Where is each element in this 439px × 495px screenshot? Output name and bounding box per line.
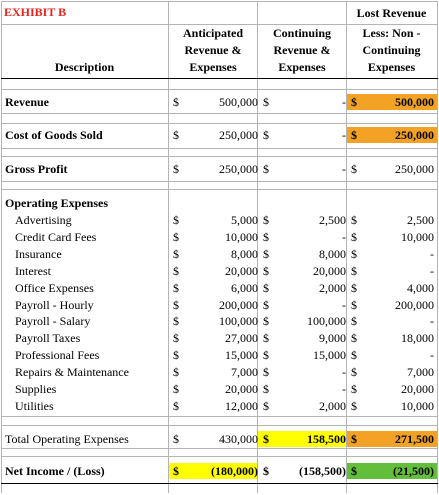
anticipated-value: 20,000: [225, 263, 258, 278]
anticipated-value: 430,000: [219, 432, 258, 446]
expense-row: [1, 212, 438, 228]
description-header: Description: [54, 60, 115, 74]
anticipated-value: 250,000: [219, 162, 258, 176]
lost-revenue-value: -: [430, 263, 434, 278]
currency-symbol: $: [351, 128, 357, 142]
col3-header-line: Expenses: [367, 60, 416, 74]
row-label: Total Operating Expenses: [5, 432, 129, 446]
row-label: Payroll - Salary: [15, 314, 91, 329]
currency-symbol: $: [263, 280, 269, 295]
expense-row: [1, 364, 438, 380]
anticipated-value: 100,000: [219, 314, 258, 329]
total-operating-expenses-row: [1, 431, 438, 447]
continuing-value: -: [342, 128, 346, 142]
lost-revenue-value: 271,500: [395, 432, 434, 446]
col1-header: [169, 25, 257, 76]
row-label: Credit Card Fees: [15, 229, 97, 244]
row-label: Cost of Goods Sold: [5, 128, 103, 142]
col3-header-line: Continuing: [362, 43, 421, 57]
continuing-value: -: [342, 297, 346, 312]
col3-header-line1: Lost Revenue: [356, 6, 427, 20]
currency-symbol: $: [173, 464, 179, 478]
anticipated-value: 500,000: [219, 95, 258, 109]
currency-symbol: $: [351, 314, 357, 329]
anticipated-value: 20,000: [225, 382, 258, 396]
col2-header: [258, 25, 346, 76]
anticipated-value: 5,000: [231, 213, 258, 227]
anticipated-value: 250,000: [219, 128, 258, 142]
currency-symbol: $: [173, 280, 179, 295]
currency-symbol: $: [351, 162, 357, 176]
currency-symbol: $: [173, 365, 179, 380]
continuing-value: 15,000: [313, 348, 346, 363]
anticipated-value: 8,000: [231, 246, 258, 261]
currency-symbol: $: [351, 213, 357, 227]
lost-revenue-value: (21,500): [393, 464, 434, 478]
currency-symbol: $: [173, 331, 179, 346]
lost-revenue-value: 4,000: [407, 280, 434, 295]
currency-symbol: $: [351, 280, 357, 295]
currency-symbol: $: [263, 382, 269, 396]
continuing-value: 8,000: [319, 246, 346, 261]
exhibit-title: EXHIBIT B: [4, 5, 67, 19]
continuing-value: 9,000: [319, 331, 346, 346]
grid-line: [1, 123, 438, 124]
expense-row: [1, 381, 438, 397]
row-label: Payroll Taxes: [15, 331, 81, 346]
currency-symbol: $: [263, 365, 269, 380]
anticipated-value: (180,000): [211, 464, 258, 478]
lost-revenue-value: 2,500: [407, 213, 434, 227]
table-bottom-border: [1, 483, 438, 484]
grid-line: [1, 425, 438, 426]
currency-symbol: $: [173, 263, 179, 278]
continuing-value: -: [342, 229, 346, 244]
expense-row: [1, 246, 438, 262]
anticipated-value: 7,000: [231, 365, 258, 380]
col3-header: [346, 25, 437, 76]
currency-symbol: $: [263, 213, 269, 227]
lost-revenue-value: 250,000: [395, 162, 434, 176]
row-label: Advertising: [15, 213, 72, 227]
expense-row: [1, 263, 438, 279]
grid-line: [1, 156, 438, 157]
row-label: Gross Profit: [5, 162, 68, 176]
grid-line: [1, 189, 438, 190]
lost-revenue-value: 10,000: [401, 398, 434, 413]
currency-symbol: $: [351, 246, 357, 261]
grid-line: [1, 89, 438, 90]
currency-symbol: $: [263, 263, 269, 278]
anticipated-value: 12,000: [225, 398, 258, 413]
row-label: Net Income / (Loss): [5, 464, 105, 478]
currency-symbol: $: [173, 246, 179, 261]
anticipated-value: 10,000: [225, 229, 258, 244]
continuing-value: 158,500: [307, 432, 346, 446]
currency-symbol: $: [351, 398, 357, 413]
gross-profit-row: [1, 161, 438, 177]
currency-symbol: $: [263, 464, 269, 478]
expense-row: [1, 330, 438, 346]
currency-symbol: $: [263, 432, 269, 446]
continuing-value: 2,500: [319, 213, 346, 227]
cogs-row: [1, 127, 438, 143]
currency-symbol: $: [263, 128, 269, 142]
lost-revenue-value: -: [430, 314, 434, 329]
lost-revenue-value: 250,000: [395, 128, 434, 142]
currency-symbol: $: [351, 382, 357, 396]
header-bottom-border: [1, 78, 438, 79]
continuing-value: 2,000: [319, 280, 346, 295]
row-label: Payroll - Hourly: [15, 297, 94, 312]
grid-line: [1, 448, 438, 449]
row-label: Revenue: [5, 95, 49, 109]
expense-row: [1, 313, 438, 329]
expense-row: [1, 398, 438, 414]
col1-header-line: Expenses: [189, 60, 237, 74]
currency-symbol: $: [263, 95, 269, 109]
anticipated-value: 6,000: [231, 280, 258, 295]
grid-line: [1, 456, 438, 457]
grid-line: [1, 181, 438, 182]
lost-revenue-value: 200,000: [395, 297, 434, 312]
grid-line: [1, 113, 438, 114]
col3-header-line: Less: Non -: [362, 26, 421, 40]
col2-header-line: Revenue &: [273, 43, 331, 57]
currency-symbol: $: [263, 246, 269, 261]
currency-symbol: $: [173, 314, 179, 329]
revenue-row: [1, 94, 438, 110]
currency-symbol: $: [263, 314, 269, 329]
col2-header-line: Continuing: [272, 26, 332, 40]
lost-revenue-value: 500,000: [395, 95, 434, 109]
row-label: Repairs & Maintenance: [15, 365, 129, 380]
currency-symbol: $: [173, 432, 179, 446]
anticipated-value: 200,000: [219, 297, 258, 312]
row-label: Professional Fees: [15, 348, 100, 363]
row-label: Operating Expenses: [5, 196, 109, 210]
col1-header-line: Revenue &: [184, 43, 242, 57]
col2-header-line: Expenses: [278, 60, 326, 74]
continuing-value: 20,000: [313, 263, 346, 278]
continuing-value: (158,500): [299, 464, 346, 478]
currency-symbol: $: [351, 464, 357, 478]
anticipated-value: 27,000: [225, 331, 258, 346]
lost-revenue-value: 20,000: [401, 382, 434, 396]
net-income-row: [1, 463, 438, 479]
currency-symbol: $: [351, 297, 357, 312]
currency-symbol: $: [173, 95, 179, 109]
currency-symbol: $: [351, 432, 357, 446]
currency-symbol: $: [173, 213, 179, 227]
grid-line: [1, 416, 438, 417]
currency-symbol: $: [173, 229, 179, 244]
currency-symbol: $: [263, 297, 269, 312]
currency-symbol: $: [351, 348, 357, 363]
currency-symbol: $: [351, 365, 357, 380]
lost-revenue-value: -: [430, 348, 434, 363]
row-label: Insurance: [15, 246, 62, 261]
continuing-value: -: [342, 365, 346, 380]
lost-revenue-value: 18,000: [401, 331, 434, 346]
exhibit-spreadsheet: [1, 1, 438, 493]
row-label: Interest: [15, 263, 51, 278]
currency-symbol: $: [351, 263, 357, 278]
currency-symbol: $: [263, 331, 269, 346]
expense-row: [1, 297, 438, 313]
currency-symbol: $: [263, 229, 269, 244]
currency-symbol: $: [263, 348, 269, 363]
continuing-value: -: [342, 95, 346, 109]
lost-revenue-value: 10,000: [401, 229, 434, 244]
row-label: Office Expenses: [15, 280, 94, 295]
anticipated-value: 15,000: [225, 348, 258, 363]
continuing-value: -: [342, 162, 346, 176]
grid-line: [1, 1, 438, 2]
continuing-value: 2,000: [319, 398, 346, 413]
row-label: Utilities: [15, 398, 54, 413]
currency-symbol: $: [173, 162, 179, 176]
lost-revenue-value: -: [430, 246, 434, 261]
col1-header-line: Anticipated: [183, 26, 243, 40]
currency-symbol: $: [351, 95, 357, 109]
operating-expenses-heading: [1, 195, 438, 211]
expense-row: [1, 229, 438, 245]
continuing-value: 100,000: [307, 314, 346, 329]
currency-symbol: $: [263, 398, 269, 413]
currency-symbol: $: [173, 348, 179, 363]
row-label: Supplies: [15, 382, 57, 396]
expense-row: [1, 280, 438, 296]
currency-symbol: $: [173, 398, 179, 413]
currency-symbol: $: [173, 128, 179, 142]
expense-row: [1, 347, 438, 363]
lost-revenue-value: 7,000: [407, 365, 434, 380]
grid-line: [1, 148, 438, 149]
currency-symbol: $: [173, 297, 179, 312]
continuing-value: -: [342, 382, 346, 396]
currency-symbol: $: [263, 162, 269, 176]
currency-symbol: $: [351, 331, 357, 346]
currency-symbol: $: [173, 382, 179, 396]
currency-symbol: $: [351, 229, 357, 244]
